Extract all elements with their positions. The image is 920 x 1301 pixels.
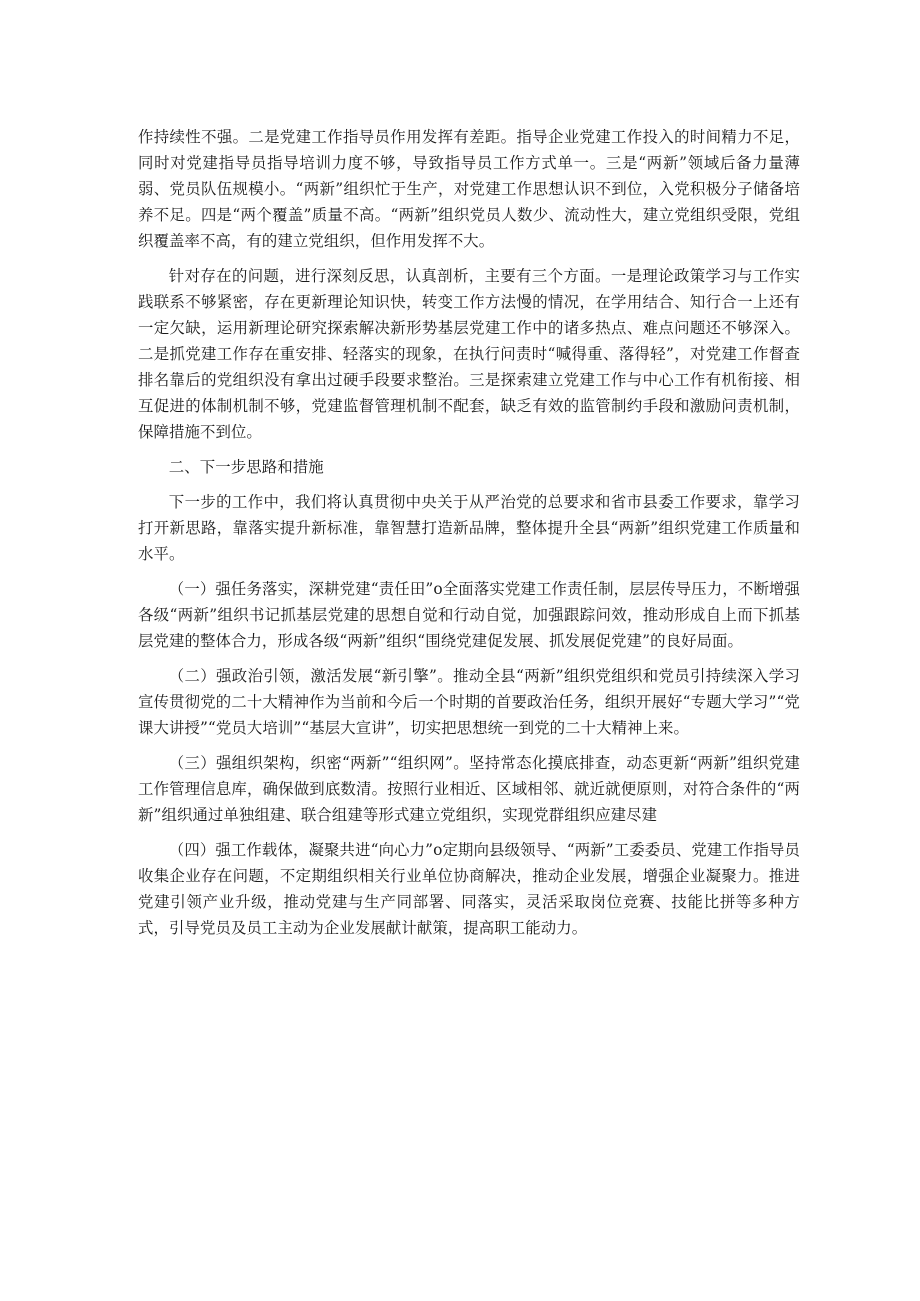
paragraph-1: 作持续性不强。二是党建工作指导员作用发挥有差距。指导企业党建工作投入的时间精力不足，同时对党建指导员指导培训力度不够，导致指导员工作方式单一。三是“两新”领域后备力量薄弱、党员队伍规模小。“两新”组织忙于生产，对党建工作思想认识不到位，入党积极分子储备培养不足。四是“两个覆盖”质量不高。“两新”组织党员人数少、流动性大，建立党组织受限，党组织覆盖率不高，有的建立党组织，但作用发挥不大。 — [138, 128, 800, 250]
paragraph-3: 下一步的工作中，我们将认真贯彻中央关于从严治党的总要求和省市县委工作要求，靠学习打开新思路，靠落实提升新标准，靠智慧打造新品牌，整体提升全县“两新”组织党建工作质量和水平。 — [138, 493, 800, 563]
paragraph-6: （三）强组织架构，织密“两新”“组织网”。坚持常态化摸底排查，动态更新“两新”组织党建工作管理信息库，确保做到底数清。按照行业相近、区域相邻、就近就便原则，对符合条件的“两新”组织通过单独组建、联合组建等形式建立党组织，实现党群组织应建尽建 — [138, 754, 800, 824]
document-page — [138, 124, 800, 950]
paragraph-7: （四）强工作载体，凝聚共进“向心力”o定期向县级领导、“两新”工委委员、党建工作指导员收集企业存在问题，不定期组织相关行业单位协商解决，推动企业发展，增强企业凝聚力。推进党建引领产业升级，推动党建与生产同部署、同落实，灵活采取岗位竞赛、技能比拼等多种方式，引导党员及员工主动为企业发展献计献策，提高职工能动力。 — [138, 841, 800, 937]
paragraph-2: 针对存在的问题，进行深刻反思，认真剖析，主要有三个方面。一是理论政策学习与工作实践联系不够紧密，存在更新理论知识快，转变工作方法慢的情况，在学用结合、知行合一上还有一定欠缺，运用新理论研究探索解决新形势基层党建工作中的诸多热点、难点问题还不够深入。二是抓党建工作存在重安排、轻落实的现象，在执行问责时“喊得重、落得轻”，对党建工作督查排名靠后的党组织没有拿出过硬手段要求整治。三是探索建立党建工作与中心工作有机衔接、相互促进的体制机制不够，党建监督管理机制不配套，缺乏有效的监管制约手段和激励问责机制，保障措施不到位。 — [138, 267, 800, 441]
paragraph-5: （二）强政治引领，激活发展“新引擎”。推动全县“两新”组织党组织和党员引持续深入学习宣传贯彻党的二十大精神作为当前和今后一个时期的首要政治任务，组织开展好“专题大学习”“党课大讲授”“党员大培训”“基层大宣讲”，切实把思想统一到党的二十大精神上来。 — [138, 667, 800, 737]
paragraph-4: （一）强任务落实，深耕党建“责任田”o全面落实党建工作责任制，层层传导压力，不断增强各级“两新”组织书记抓基层党建的思想自觉和行动自觉，加强跟踪问效，推动形成自上而下抓基层党建的整体合力，形成各级“两新”组织“围绕党建促发展、抓发展促党建”的良好局面。 — [138, 580, 800, 650]
section-heading: 二、下一步思路和措施 — [168, 458, 324, 476]
